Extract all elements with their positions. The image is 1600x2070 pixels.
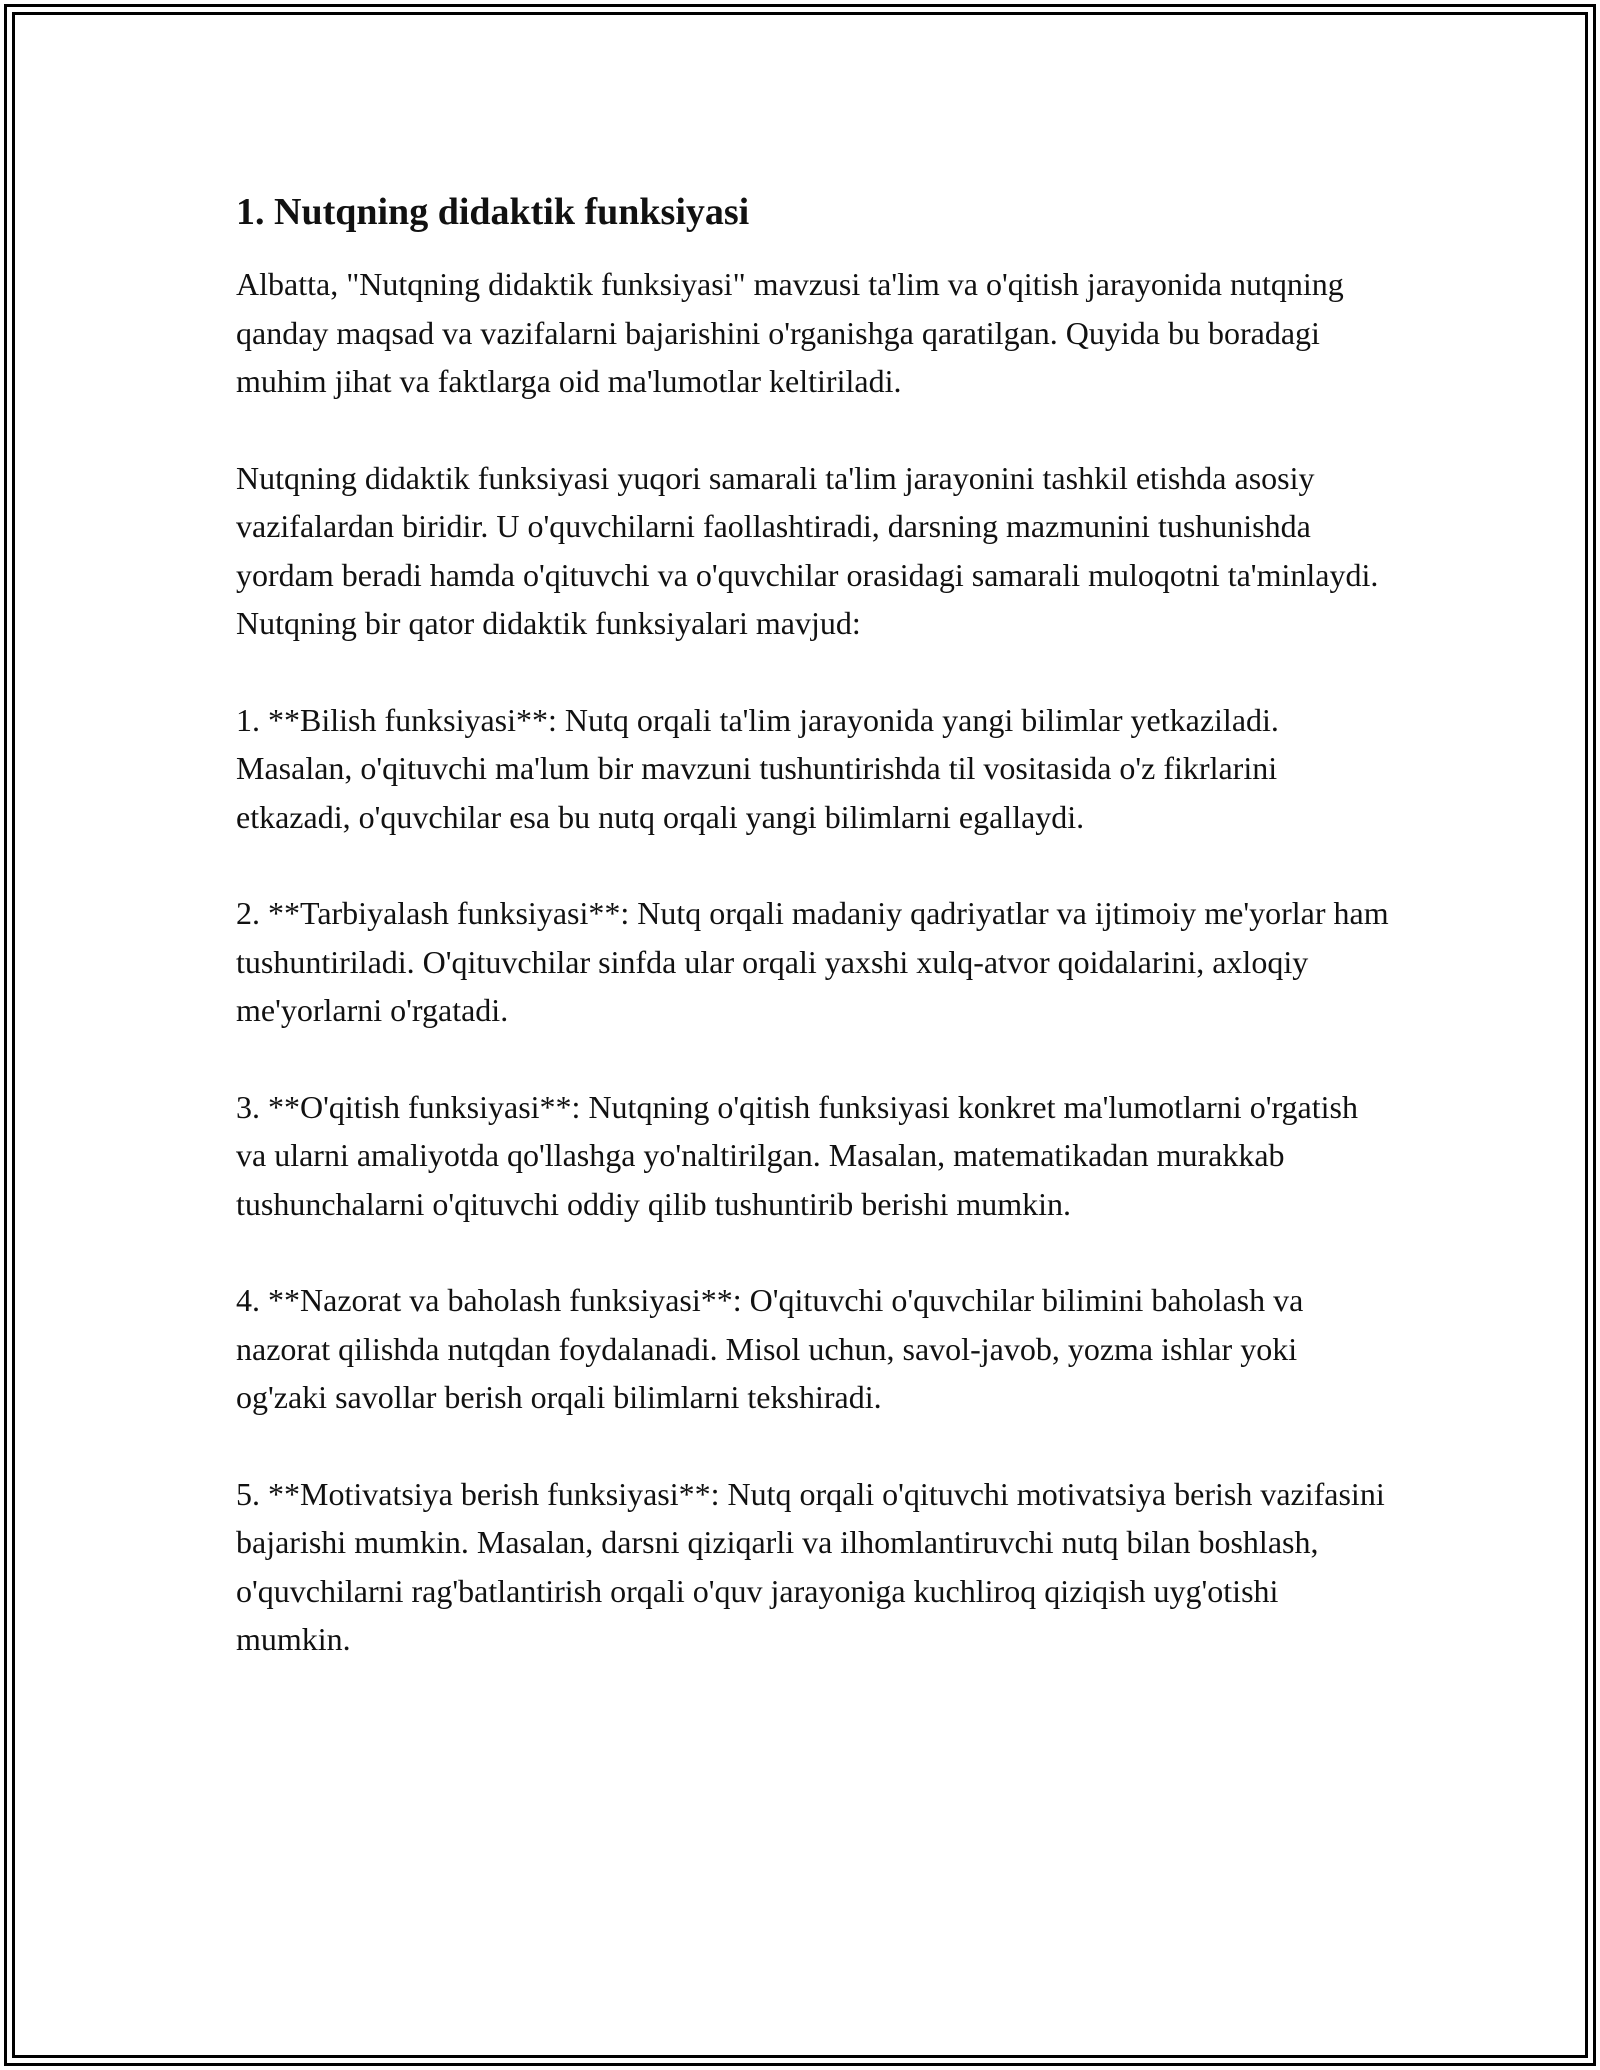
- paragraph-item-3: 3. **O'qitish funksiyasi**: Nutqning o'qitish funksiyasi konkret ma'lumotlarni o'rgatish va ularni amaliyotda qo'llashga yo'naltirilgan. Masalan, matematikadan murakkab tushunchalarni o'qituvchi oddiy qilib tushuntirib berishi mumkin.: [236, 1088, 1358, 1222]
- document-heading: 1. Nutqning didaktik funksiyasi: [236, 191, 750, 233]
- paragraph-item-2: 2. **Tarbiyalash funksiyasi**: Nutq orqali madaniy qadriyatlar va ijtimoiy me'yorlar ham tushuntiriladi. O'qituvchilar sinfda ular orqali yaxshi xulq-atvor qoidalarini, axloqiy me'yorlarni o'rgatadi.: [236, 895, 1389, 1028]
- document-body: [236, 186, 1396, 1712]
- paragraph-item-5: 5. **Motivatsiya berish funksiyasi**: Nutq orqali o'qituvchi motivatsiya berish vazifasini bajarishi mumkin. Masalan, darsni qiziqarli va ilhomlantiruvchi nutq bilan boshlash, o'quvchilarni rag'batlantirish orqali o'quv jarayoniga kuchliroq qiziqish uyg'otishi mumkin.: [236, 1475, 1385, 1657]
- paragraph-intro: Albatta, "Nutqning didaktik funksiyasi" mavzusi ta'lim va o'qitish jarayonida nutqning qanday maqsad va vazifalarni bajarishini o'rganishga qaratilgan. Quyida bu boradagi muhim jihat va faktlarga oid ma'lumotlar keltiriladi.: [236, 266, 1344, 399]
- paragraph-item-4: 4. **Nazorat va baholash funksiyasi**: O'qituvchi o'quvchilar bilimini baholash va nazorat qilishda nutqdan foydalanadi. Misol uchun, savol-javob, yozma ishlar yoki og'zaki savollar berish orqali bilimlarni tekshiradi.: [236, 1282, 1304, 1415]
- paragraph-overview: Nutqning didaktik funksiyasi yuqori samarali ta'lim jarayonini tashkil etishda asosiy vazifalardan biridir. U o'quvchilarni faollashtiradi, darsning mazmunini tushunishda yordam beradi hamda o'qituvchi va o'quvchilar orasidagi samarali muloqotni ta'minlaydi. Nutqning bir qator didaktik funksiyalari mavjud:: [236, 459, 1379, 641]
- paragraph-item-1: 1. **Bilish funksiyasi**: Nutq orqali ta'lim jarayonida yangi bilimlar yetkaziladi. Masalan, o'qituvchi ma'lum bir mavzuni tushuntirishda til vositasida o'z fikrlarini etkazadi, o'quvchilar esa bu nutq orqali yangi bilimlarni egallaydi.: [236, 701, 1279, 835]
